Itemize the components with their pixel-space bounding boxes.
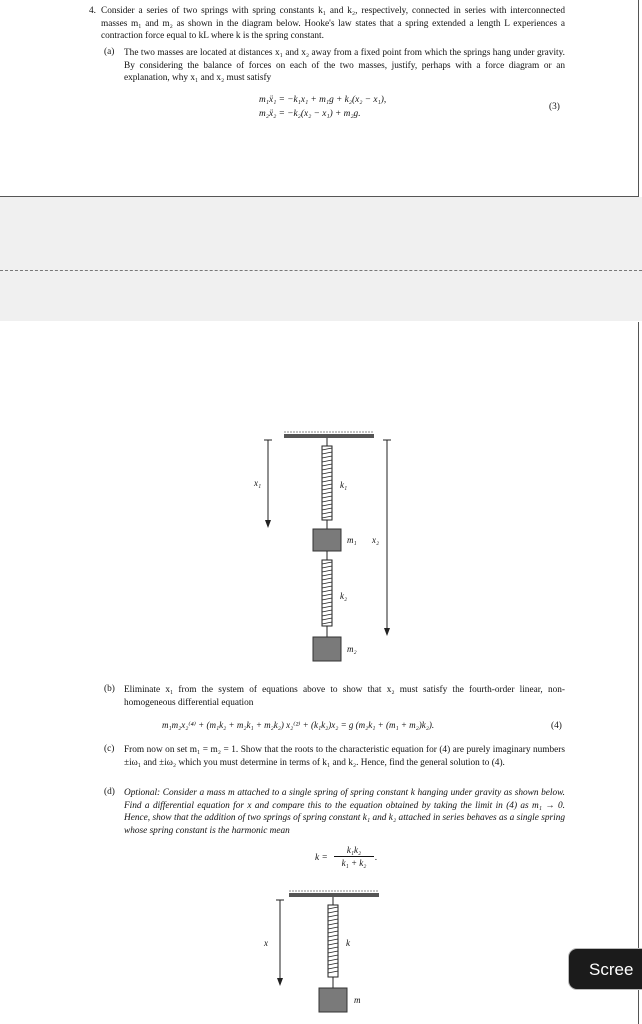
part-b-equation-number: (4)	[551, 721, 562, 731]
part-a-equation-2: m₂ẍ₂ = −k₂(x₂ − x₁) + m₂g.	[259, 109, 361, 119]
part-d-fraction	[334, 845, 374, 868]
label-k2: k₂	[340, 591, 348, 601]
screen-overlay-button[interactable]: Scree	[568, 948, 642, 990]
part-a-equation-1: m₁ẍ₁ = −k₁x₁ + m₁g + k₂(x₂ − x₁),	[259, 95, 387, 105]
label-x: x	[264, 938, 268, 948]
part-c-text: From now on set m₁ = m₂ = 1. Show that the roots to the characteristic equation for (4) are purely imaginary numbers ±iω₁ and ±iω₂ which you must determine in terms of k₁ and k₂. Hence, find the general solution to (4).	[124, 745, 565, 768]
part-c-label: (c)	[104, 744, 115, 754]
part-a-text: The two masses are located at distances x₁ and x₂ away from a fixed point from which the springs hang under gravity. By considering the balance of forces on each of the two masses, justify, perhaps with a force diagram or an explanation, why x₁ and x₂ must satisfy	[124, 48, 565, 83]
part-d-text: Optional: Consider a mass m attached to a single spring of spring constant k hanging under gravity as shown below. Find a differential equation for x and compare this to the equation obtained by taking the limit in (4) as m₁ → 0. Hence, show that the addition of two springs of spring constant k₁ and k₂ attached in series behaves as a single spring whose spring constant is the harmonic mean	[124, 788, 565, 836]
question-number: 4.	[89, 6, 96, 16]
part-b-text: Eliminate x₁ from the system of equations above to show that x₂ must satisfy the fourth-order linear, non-homogeneous differential equation	[124, 685, 565, 708]
part-d-equation-end: .	[375, 853, 378, 863]
part-b-equation: m₁m₂x₂⁽⁴⁾ + (m₁k₂ + m₂k₁ + m₂k₂) x₂⁽²⁾ + (k₁k₂)x₂ = g (m₂k₁ + (m₁ + m₂)k₂).	[162, 720, 435, 730]
part-a-marks: (3)	[549, 102, 560, 112]
label-m: m	[354, 995, 361, 1005]
label-x2: x₂	[372, 535, 380, 545]
mass-m	[319, 988, 347, 1012]
part-d-equation-lhs: k =	[315, 853, 328, 863]
part-d-label: (d)	[104, 787, 115, 797]
fraction-denominator: k₁ + k₂	[341, 858, 367, 868]
label-m1: m₁	[347, 535, 357, 545]
label-x1: x₁	[254, 478, 262, 488]
mass-m1	[313, 529, 341, 551]
label-k1: k₁	[340, 480, 348, 490]
ceiling-support-2	[289, 893, 379, 897]
part-a-label: (a)	[104, 47, 115, 57]
label-m2: m₂	[347, 644, 357, 654]
part-b-label: (b)	[104, 684, 115, 694]
ceiling-support	[284, 434, 374, 438]
fraction-numerator: k₁k₂	[346, 845, 362, 855]
mass-m2	[313, 637, 341, 661]
question-intro: Consider a series of two springs with spring constants k₁ and k₂, respectively, connected in series with interconnected masses m₁ and m₂ as shown in the diagram below. Hooke's law states that a spring extended a length L experiences a contraction force equal to kL where k is the spring constant.	[101, 6, 565, 41]
label-k: k	[346, 938, 350, 948]
